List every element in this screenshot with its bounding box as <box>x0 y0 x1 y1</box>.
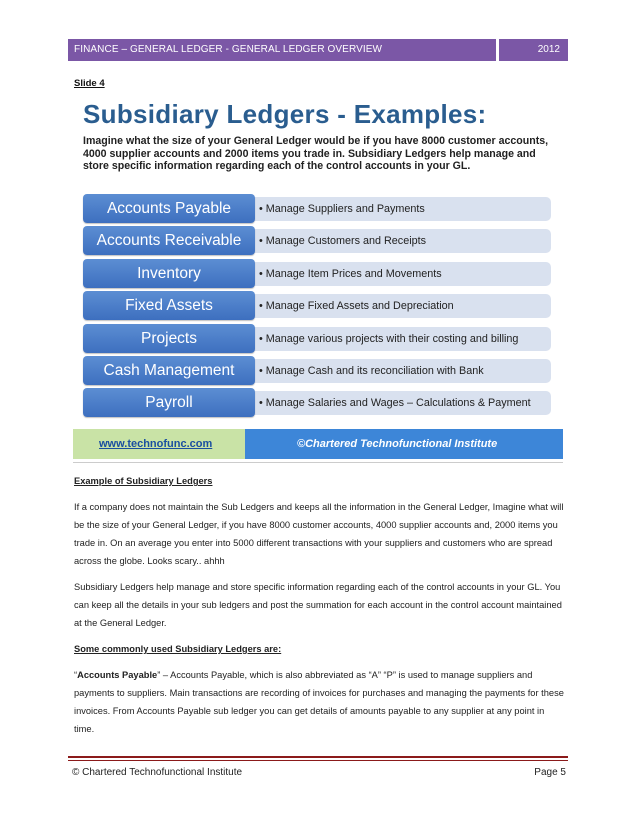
open-quote: “ <box>74 670 78 680</box>
ledger-name: Inventory <box>83 259 255 288</box>
slide-intro: Imagine what the size of your General Ledger would be if you have 8000 customer accounts, 4000 supplier accounts and 2000 items you trade in. Subsidiary Ledgers help manage and store specific information regarding each of the control accounts in your GL. <box>83 135 549 172</box>
header-year: 2012 <box>499 39 568 61</box>
ledger-name: Cash Management <box>83 356 255 385</box>
paragraph: Subsidiary Ledgers help manage and store specific information regarding each of the control accounts in your GL. You can keep all the details in your sub ledgers and post the summation for each account in the control account maintained at the General Ledger. <box>74 582 562 628</box>
slide-title: Subsidiary Ledgers - Examples: <box>83 99 487 129</box>
footer-copyright: © Chartered Technofunctional Institute <box>72 767 243 778</box>
ledger-row <box>83 291 553 320</box>
ledger-row <box>83 259 553 288</box>
footer-rule <box>68 756 568 758</box>
term: Accounts Payable <box>77 670 158 680</box>
ledger-row <box>83 356 553 385</box>
slide-image <box>73 97 563 462</box>
ledger-list <box>83 194 553 421</box>
slide-footer <box>73 429 563 459</box>
ledger-name: Payroll <box>83 388 255 417</box>
ledger-description: • Manage Salaries and Wages – Calculations & Payment <box>249 391 551 415</box>
section-heading: Example of Subsidiary Ledgers <box>74 476 213 486</box>
ledger-description: • Manage Suppliers and Payments <box>249 197 551 221</box>
ledger-row <box>83 388 553 417</box>
ledger-description: • Manage Customers and Receipts <box>249 229 551 253</box>
ledger-name: Projects <box>83 324 255 353</box>
slide-label: Slide 4 <box>74 78 105 89</box>
slide-footer-copyright: ©Chartered Technofunctional Institute <box>245 429 563 459</box>
slide-divider <box>73 462 563 463</box>
ledger-row <box>83 324 553 353</box>
page-header <box>68 39 568 61</box>
header-title: FINANCE – GENERAL LEDGER - GENERAL LEDGER OVERVIEW <box>68 39 496 61</box>
ledger-description: • Manage Cash and its reconciliation with Bank <box>249 359 551 383</box>
ledger-description: • Manage Fixed Assets and Depreciation <box>249 294 551 318</box>
ledger-name: Fixed Assets <box>83 291 255 320</box>
paragraph: If a company does not maintain the Sub Ledgers and keeps all the information in the General Ledger, Imagine what will be the size of your General Ledger, if you have 8000 customer accounts, 4000 supplier accounts and, 2000 items you trade in. On an average you enter into 5000 different transactions with your suppliers and customers who are spread across the globe. Looks scary.. ahhh <box>74 502 564 566</box>
ledger-description: • Manage Item Prices and Movements <box>249 262 551 286</box>
ledger-description: • Manage various projects with their costing and billing <box>249 327 551 351</box>
ledger-name: Accounts Receivable <box>83 226 255 255</box>
ledger-name: Accounts Payable <box>83 194 255 223</box>
footer-rule <box>68 760 568 761</box>
paragraph <box>74 666 566 738</box>
ledger-row <box>83 194 553 223</box>
paragraph-rest: ” – Accounts Payable, which is also abbreviated as “A” “P” is used to manage suppliers and payments to suppliers. Main transactions are recording of invoices for purchases and managing the payments for these invoices. From Accounts Payable sub ledger you can get details of amounts payable to any supplier at any point in time. <box>74 670 564 734</box>
ledger-row <box>83 226 553 255</box>
slide-footer-url: www.technofunc.com <box>73 429 245 459</box>
section-heading: Some commonly used Subsidiary Ledgers are: <box>74 644 282 654</box>
page-number: Page 5 <box>534 767 566 778</box>
body-text <box>74 472 566 746</box>
